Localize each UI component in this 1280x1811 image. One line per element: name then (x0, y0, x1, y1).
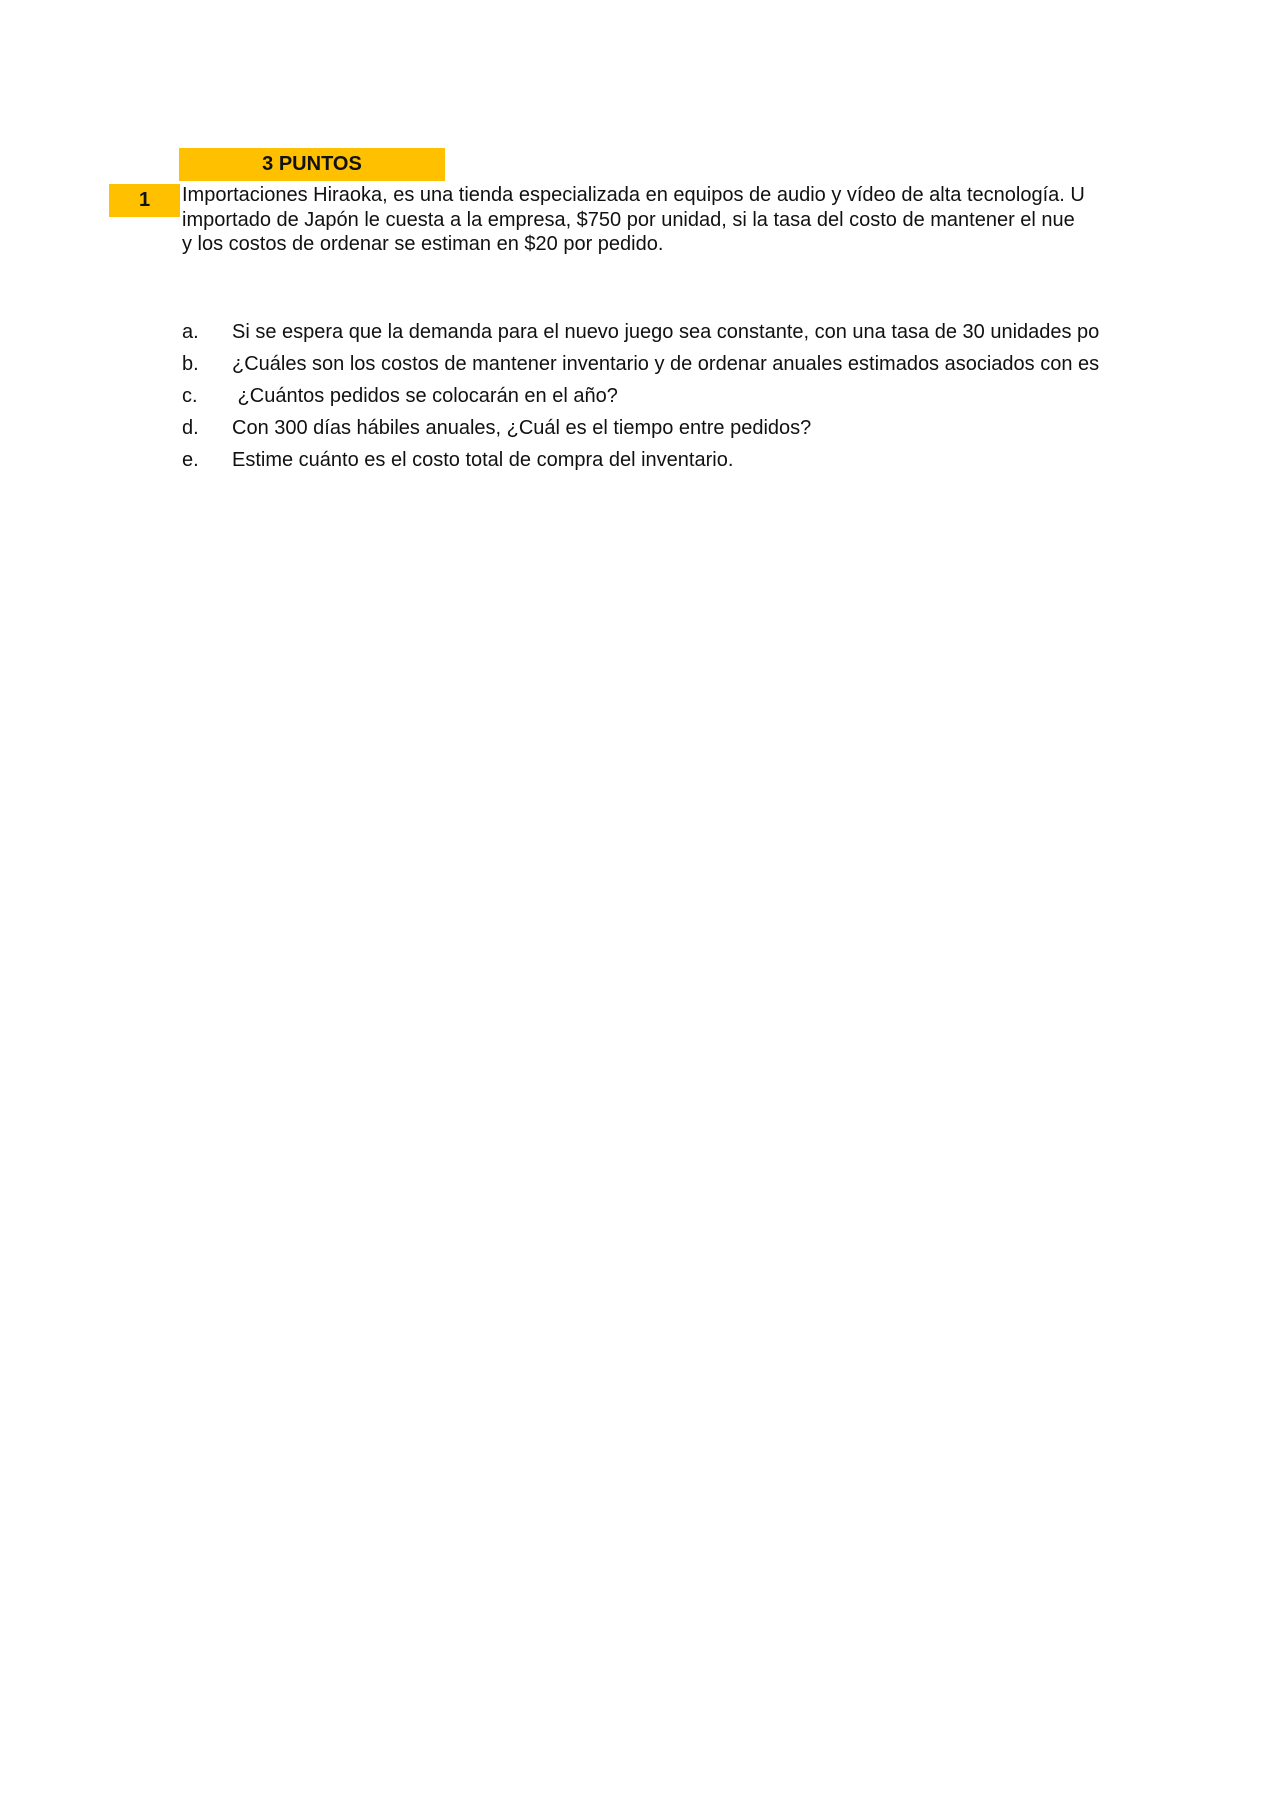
task-item-b (182, 348, 1152, 380)
task-letter: c. (182, 385, 198, 407)
question-number: 1 (109, 184, 180, 217)
problem-line: Importaciones Hiraoka, es una tienda especializada en equipos de audio y vídeo de alta tecnología. U (182, 184, 1085, 206)
task-item-c (182, 380, 1152, 412)
task-letter: e. (182, 449, 199, 471)
task-text: Con 300 días hábiles anuales, ¿Cuál es el tiempo entre pedidos? (232, 417, 812, 439)
task-item-e (182, 444, 1152, 476)
task-text: Estime cuánto es el costo total de compra del inventario. (232, 449, 734, 471)
problem-line: importado de Japón le cuesta a la empresa, $750 por unidad, si la tasa del costo de mantener el nue (182, 208, 1075, 231)
task-list (182, 316, 1152, 476)
task-letter: d. (182, 417, 199, 439)
task-text: ¿Cuáles son los costos de mantener inventario y de ordenar anuales estimados asociados con es (232, 353, 1100, 375)
points-header: 3 PUNTOS (179, 148, 445, 181)
task-letter: a. (182, 321, 199, 343)
task-letter: b. (182, 353, 199, 375)
problem-statement (182, 183, 1152, 257)
task-text: Si se espera que la demanda para el nuevo juego sea constante, con una tasa de 30 unidades po (232, 321, 1100, 343)
task-item-a (182, 316, 1152, 348)
task-text: ¿Cuántos pedidos se colocarán en el año? (232, 385, 618, 407)
problem-line: y los costos de ordenar se estiman en $20 por pedido. (182, 233, 664, 255)
task-item-d (182, 412, 1152, 444)
